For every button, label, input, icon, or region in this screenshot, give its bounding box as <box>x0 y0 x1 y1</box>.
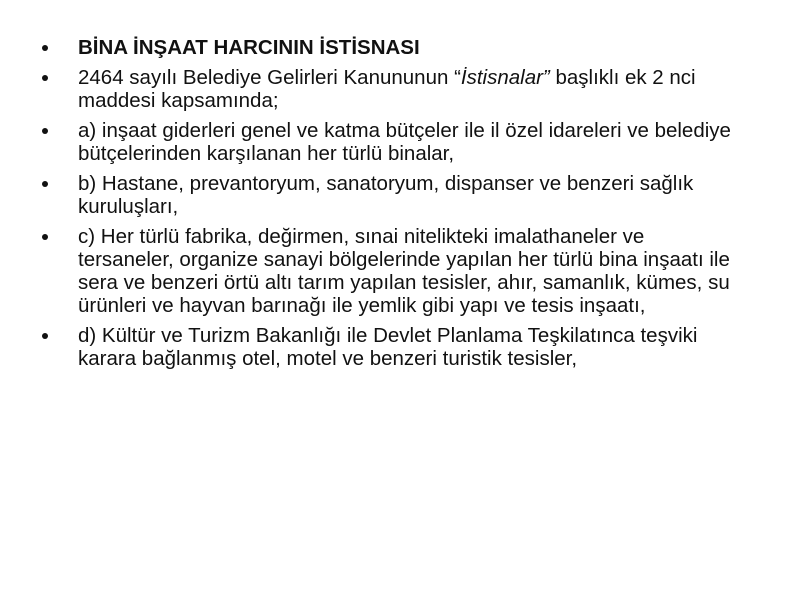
intro-text-after: başlıklı ek 2 nci maddesi kapsamında; <box>78 66 696 112</box>
bullet-heading <box>40 36 740 59</box>
intro-text-before: 2464 sayılı Belediye Gelirleri Kanununun “ <box>78 66 461 89</box>
bullet-dot-icon <box>42 75 48 81</box>
intro-quoted-title: İstisnalar” <box>460 66 550 89</box>
bullet-dot-icon <box>42 128 48 134</box>
bullet-dot-icon <box>42 333 48 339</box>
bullet-item-text: c) Her türlü fabrika, değirmen, sınai nitelikteki imalathaneler ve tersaneler, organize sanayi bölgelerinde yapılan her türlü bina inşaatı ile sera ve benzeri örtü altı tarım yapılan tesisler, ahır, samanlık, kümes, su ürünleri ve hayvan barınağı ile yemlik gibi yapı ve tesis inşaatı, <box>78 225 730 317</box>
bullet-dot-icon <box>42 45 48 51</box>
bullet-dot-icon <box>42 234 48 240</box>
bullet-item-text: a) inşaat giderleri genel ve katma bütçeler ile il özel idareleri ve belediye bütçelerinden karşılanan her türlü binalar, <box>78 119 731 165</box>
bullet-dot-icon <box>42 181 48 187</box>
bullet-item-b <box>40 172 740 218</box>
bullet-intro <box>40 66 740 112</box>
bullet-list <box>40 36 740 377</box>
bullet-item-text: b) Hastane, prevantoryum, sanatoryum, dispanser ve benzeri sağlık kuruluşları, <box>78 172 694 218</box>
bullet-item-c <box>40 225 740 317</box>
bullet-item-d <box>40 324 740 370</box>
bullet-item-text: d) Kültür ve Turizm Bakanlığı ile Devlet Planlama Teşkilatınca teşviki karara bağlanmış otel, motel ve benzeri turistik tesisler, <box>78 324 698 370</box>
bullet-item-a <box>40 119 740 165</box>
slide-heading: BİNA İNŞAAT HARCININ İSTİSNASI <box>78 36 420 59</box>
